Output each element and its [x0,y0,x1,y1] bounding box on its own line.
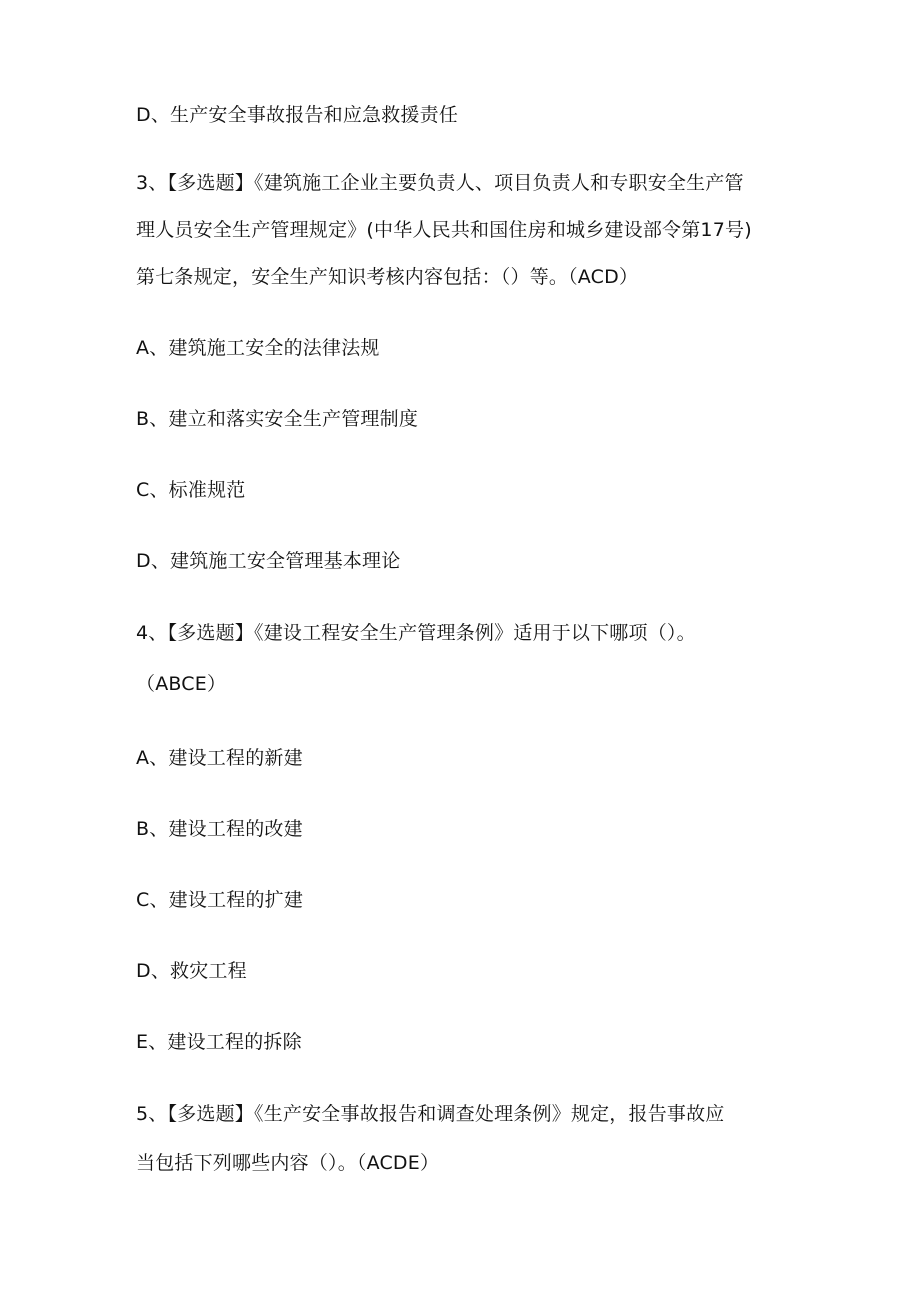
q3-question-line-2: 理人员安全生产管理规定》(中华人民共和国住房和城乡建设部令第17号) [136,219,752,241]
q3-option-c: C、标准规范 [136,479,246,501]
q3-option-d: D、建筑施工安全管理基本理论 [136,550,401,572]
q3-option-b: B、建立和落实安全生产管理制度 [136,408,419,430]
q3-option-a: A、建筑施工安全的法律法规 [136,337,380,359]
q3-question-line-1: 3、【多选题】《建筑施工企业主要负责人、项目负责人和专职安全生产管 [136,172,744,194]
q4-question-line-2: （ABCE） [136,673,227,695]
q4-option-c: C、建设工程的扩建 [136,889,304,911]
q4-question-line-1: 4、【多选题】《建设工程安全生产管理条例》适用于以下哪项（）。 [136,622,696,644]
q5-question-line-2: 当包括下列哪些内容（）。（ACDE） [136,1152,440,1174]
q2-option-d: D、生产安全事故报告和应急救援责任 [136,104,459,126]
q4-option-e: E、建设工程的拆除 [136,1031,302,1053]
q4-option-b: B、建设工程的改建 [136,818,303,840]
q3-question-line-3: 第七条规定，安全生产知识考核内容包括：（）等。（ACD） [136,266,639,288]
q5-question-line-1: 5、【多选题】《生产安全事故报告和调查处理条例》规定，报告事故应 [136,1103,725,1125]
q4-option-d: D、救灾工程 [136,960,247,982]
q4-option-a: A、建设工程的新建 [136,747,303,769]
